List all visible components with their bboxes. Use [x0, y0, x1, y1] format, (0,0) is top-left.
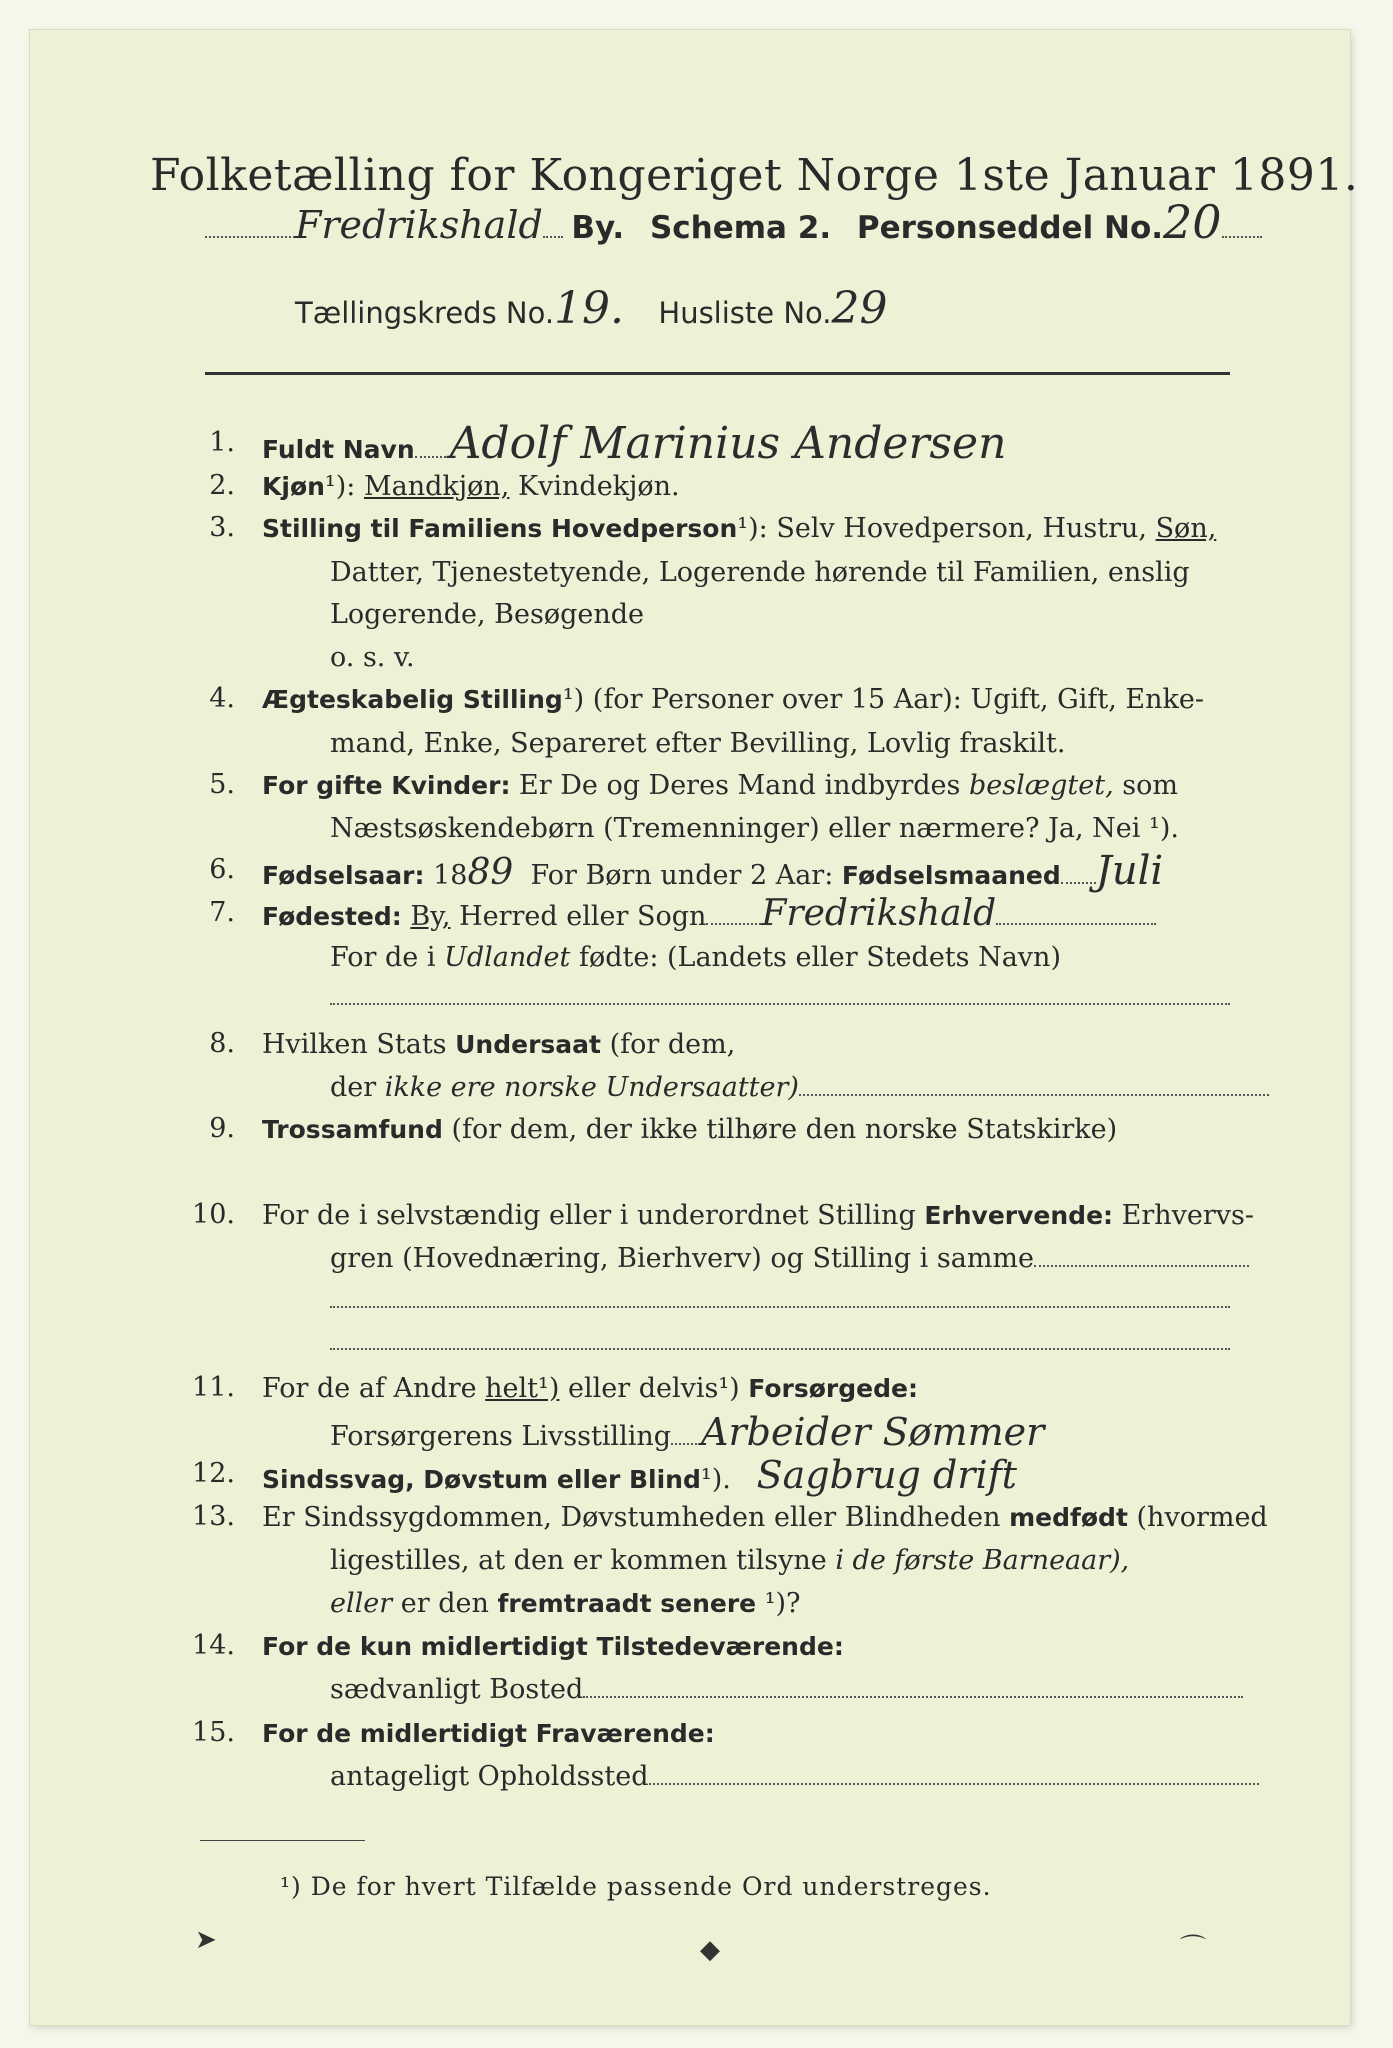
- q10-line1: For de i selvstændig eller i underordnet Stilling Erhvervende: Erhvervs-: [262, 1200, 1255, 1231]
- header-rule: [205, 372, 1230, 375]
- q9-label: Trossamfund: [262, 1115, 443, 1144]
- q9-line: Trossamfund (for dem, der ikke tilhøre den norske Statskirke): [262, 1114, 1118, 1145]
- q11-answer: Arbeider Sømmer: [701, 1410, 1045, 1454]
- q8-line1: Hvilken Stats Undersaat (for dem,: [262, 1029, 736, 1060]
- q3-number: 3.: [209, 512, 235, 543]
- q1-number: 1.: [209, 427, 235, 458]
- q11-option-helt: helt¹): [485, 1373, 560, 1404]
- q14-line2: sædvanligt Bosted: [330, 1673, 1243, 1707]
- q6-month-answer: Juli: [1095, 848, 1164, 894]
- q7-line2: For de i Udlandet fødte: (Landets eller Stedets Navn): [330, 942, 1061, 973]
- q14-line1: For de kun midlertidigt Tilstedeværende:: [262, 1632, 844, 1661]
- q7-label: Fødested:: [262, 902, 402, 931]
- header-by-line: [205, 195, 1262, 249]
- q11-label: Forsørgede:: [748, 1374, 918, 1403]
- q14-number: 14.: [192, 1630, 235, 1661]
- q15-line2: antageligt Opholdssted: [330, 1760, 1259, 1794]
- q3-label: Stilling til Familiens Hovedperson: [262, 514, 738, 543]
- q10-number: 10.: [192, 1199, 235, 1230]
- q7-option-by: By,: [410, 901, 451, 932]
- footnote-rule: [200, 1840, 365, 1841]
- q1-answer: Adolf Marinius Andersen: [449, 418, 1007, 469]
- q4-line2: mand, Enke, Separeret efter Bevilling, Lovlig fraskilt.: [330, 728, 1066, 759]
- q10-blank-line-1: [330, 1306, 1230, 1308]
- q8-label: Undersaat: [455, 1030, 601, 1059]
- q7-blank-line: [330, 1003, 1230, 1005]
- kreds-label: Tællingskreds No.: [295, 296, 555, 330]
- q12-number: 12.: [192, 1458, 235, 1489]
- q11-line1: For de af Andre helt¹) eller delvis¹) Forsørgede:: [262, 1373, 918, 1404]
- q15-number: 15.: [192, 1717, 235, 1748]
- q2-line: Kjøn¹): Mandkjøn, Kvindekjøn.: [262, 471, 680, 502]
- q13-number: 13.: [192, 1501, 235, 1532]
- q10-label: Erhvervende:: [924, 1201, 1114, 1230]
- personseddel-number: 20: [1163, 195, 1222, 249]
- q3-option-son: Søn,: [1155, 513, 1217, 544]
- arrow-mark-icon: ◆: [700, 1935, 720, 1965]
- q13-line3: eller er den fremtraadt senere ¹)?: [330, 1588, 801, 1619]
- q9-number: 9.: [209, 1113, 235, 1144]
- q5-number: 5.: [209, 769, 235, 800]
- q3-line4: o. s. v.: [330, 642, 415, 673]
- q6-line: Fødselsaar: 1889 For Børn under 2 Aar: Fødselsmaaned Juli: [262, 848, 1164, 894]
- q2-number: 2.: [209, 470, 235, 501]
- q2-label: Kjøn: [262, 472, 325, 501]
- q1-line: [262, 418, 1007, 469]
- q3-line2: Datter, Tjenestetyende, Logerende hørende til Familien, enslig: [330, 557, 1190, 588]
- schema-label: Schema 2.: [649, 210, 832, 246]
- by-handwritten: Fredrikshald: [295, 203, 543, 247]
- q13-line1: Er Sindssygdommen, Døvstumheden eller Blindheden medfødt (hvormed: [262, 1502, 1268, 1533]
- q1-label: Fuldt Navn: [262, 435, 415, 464]
- q8-number: 8.: [209, 1028, 235, 1059]
- q6-label: Fødselsaar:: [262, 861, 425, 890]
- q10-blank-line-2: [330, 1348, 1230, 1350]
- q7-number: 7.: [209, 897, 235, 928]
- q11-number: 11.: [192, 1372, 235, 1403]
- q12-label: Sindssvag, Døvstum eller Blind: [262, 1465, 701, 1494]
- kreds-number: 19.: [554, 283, 625, 334]
- husliste-label: Husliste No.: [658, 296, 832, 330]
- q2-option-mandkjon: Mandkjøn,: [363, 471, 510, 502]
- q15-line1: For de midlertidigt Fraværende:: [262, 1719, 715, 1748]
- q6-month-label: Fødselsmaaned: [841, 861, 1061, 890]
- personseddel-label: Personseddel No.: [856, 210, 1164, 246]
- q3-line3: Logerende, Besøgende: [330, 599, 644, 630]
- q5-label: For gifte Kvinder:: [262, 771, 511, 800]
- q7-line1: Fødested: By, Herred eller Sogn Fredrikshald: [262, 897, 1156, 934]
- by-label: By.: [571, 210, 625, 246]
- husliste-number: 29: [831, 283, 888, 334]
- arrow-mark-icon: ➤: [195, 1925, 217, 1955]
- q7-answer: Fredrikshald: [761, 893, 997, 934]
- q15-label: midlertidigt Fraværende:: [359, 1719, 715, 1748]
- q3-line1: Stilling til Familiens Hovedperson¹): Selv Hovedperson, Hustru, Søn,: [262, 513, 1217, 544]
- arrow-mark-icon: ⌒: [1180, 1934, 1207, 1964]
- footnote: ¹) De for hvert Tilfælde passende Ord understreges.: [280, 1872, 992, 1901]
- form-title: Folketælling for Kongeriget Norge 1ste Januar 1891.: [150, 150, 1359, 201]
- q5-line1: For gifte Kvinder: Er De og Deres Mand indbyrdes beslægtet, som: [262, 770, 1178, 801]
- q11-line2: Forsørgerens Livsstilling Arbeider Sømmer: [330, 1410, 1045, 1454]
- q8-line2: der ikke ere norske Undersaatter): [330, 1071, 1269, 1105]
- q5-line2: Næstsøskendebørn (Tremenninger) eller nærmere? Ja, Nei ¹).: [330, 813, 1179, 844]
- q6-year-answer: 89: [467, 852, 514, 893]
- q2-option-kvindekjon: Kvindekjøn.: [517, 471, 680, 502]
- q4-number: 4.: [209, 683, 235, 714]
- q4-line1: Ægteskabelig Stilling¹) (for Personer over 15 Aar): Ugift, Gift, Enke-: [262, 684, 1204, 715]
- q13-label: medfødt: [1009, 1503, 1128, 1532]
- q14-label: midlertidigt Tilstedeværende:: [420, 1632, 844, 1661]
- q13-line2: ligestilles, at den er kommen tilsyne i de første Barneaar),: [330, 1545, 1130, 1576]
- q12-line: Sindssvag, Døvstum eller Blind¹). Sagbrug drift: [262, 1453, 1017, 1497]
- q4-label: Ægteskabelig Stilling: [262, 685, 563, 714]
- q6-number: 6.: [209, 854, 235, 885]
- q12-answer: Sagbrug drift: [756, 1453, 1017, 1497]
- q10-line2: gren (Hovednæring, Bierhverv) og Stilling i samme: [330, 1242, 1249, 1276]
- header-kreds-line: [295, 283, 888, 334]
